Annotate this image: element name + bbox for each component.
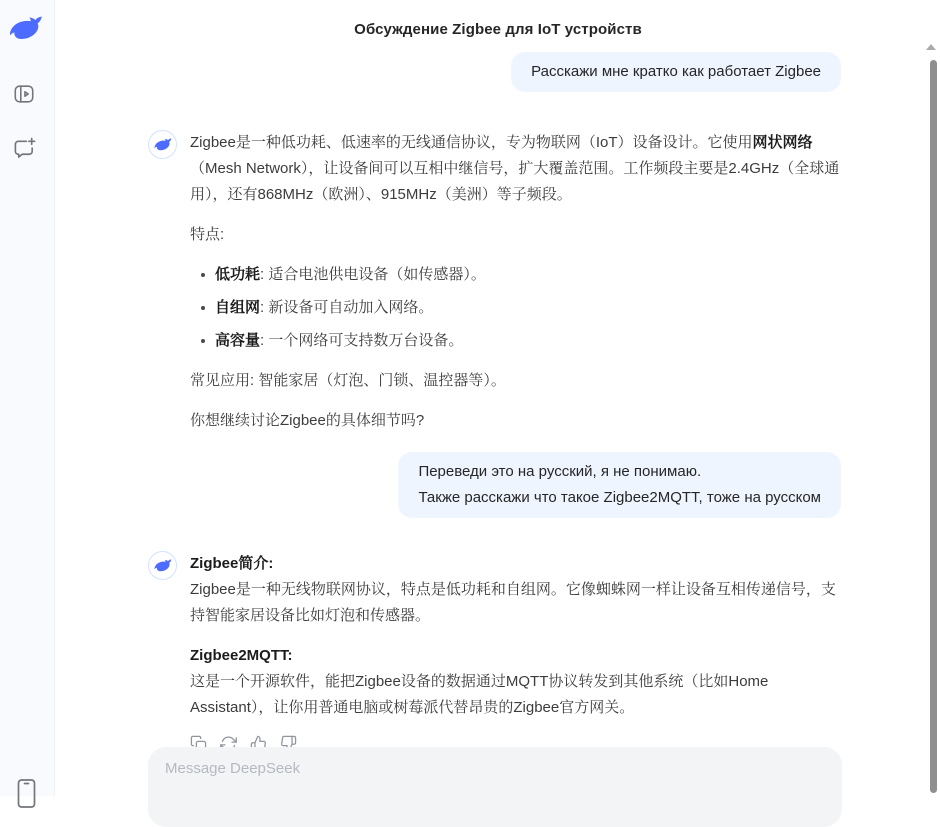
assistant-message-content xyxy=(190,551,842,755)
assistant-avatar xyxy=(148,551,177,580)
chat-scroll-area xyxy=(148,0,842,796)
deepseek-whale-logo[interactable] xyxy=(9,15,43,43)
new-chat-icon[interactable] xyxy=(13,137,36,160)
intro-paragraph xyxy=(190,130,842,208)
user-message-text: Расскажи мне кратко как работает Zigbee xyxy=(531,63,821,80)
section-body: 这是一个开源软件，能把Zigbee设备的数据通过MQTT协议转发到其他系统（比如Home Assistant），让你用普通电脑或树莓派代替昂贵的Zigbee官方网关。 xyxy=(190,673,769,716)
user-message-bubble xyxy=(511,52,841,92)
message-input[interactable] xyxy=(165,760,825,777)
closing-question: 你想继续讨论Zigbee的具体细节吗? xyxy=(190,412,425,429)
sidebar-toggle-icon[interactable] xyxy=(13,83,35,105)
assistant-message xyxy=(148,551,842,755)
assistant-avatar xyxy=(148,130,177,159)
section-title: Zigbee2MQTT: xyxy=(190,647,293,664)
assistant-message xyxy=(148,130,842,448)
deepseek-whale-icon xyxy=(154,558,172,573)
applications-paragraph: 常见应用: 智能家居（灯泡、门锁、温控器等）。 xyxy=(190,372,506,389)
features-heading: 特点: xyxy=(190,226,225,243)
features-list xyxy=(190,262,842,354)
message-composer xyxy=(148,747,842,827)
list-item: 自组网: 新设备可自动加入网络。 xyxy=(201,295,842,321)
scrollbar-thumb[interactable] xyxy=(930,60,937,793)
chat-title: Обсуждение Zigbee для IoT устройств xyxy=(354,21,642,38)
section-title: Zigbee简介: xyxy=(190,555,274,572)
user-message-line: Также расскажи что такое Zigbee2MQTT, тоже на русском xyxy=(418,489,821,506)
user-message-bubble xyxy=(398,452,841,518)
deepseek-whale-icon xyxy=(154,137,172,152)
list-item: 高容量: 一个网络可支持数万台设备。 xyxy=(201,328,842,354)
list-item: 低功耗: 适合电池供电设备（如传感器）。 xyxy=(201,262,842,288)
intro-text: Zigbee是一种低功耗、低速率的无线通信协议，专为物联网（IoT）设备设计。它使用 xyxy=(190,134,753,151)
section-body: Zigbee是一种无线物联网协议，特点是低功耗和自组网。它像蜘蛛网一样让设备互相传递信号，支持智能家居设备比如灯泡和传感器。 xyxy=(190,581,836,624)
intro-text-cont: （Mesh Network），让设备间可以互相中继信号，扩大覆盖范围。工作频段主要是2.4GHz（全球通用），还有868MHz（欧洲）、915MHz（美洲）等子频段。 xyxy=(190,160,840,203)
mesh-network-bold: 网状网络 xyxy=(752,134,813,151)
user-message-line: Переведи это на русский, я не понимаю. xyxy=(418,463,702,480)
scrollbar-up-button[interactable] xyxy=(926,44,936,50)
assistant-message-content xyxy=(190,130,842,448)
get-app-phone-icon[interactable] xyxy=(16,778,37,808)
sidebar xyxy=(0,0,55,796)
